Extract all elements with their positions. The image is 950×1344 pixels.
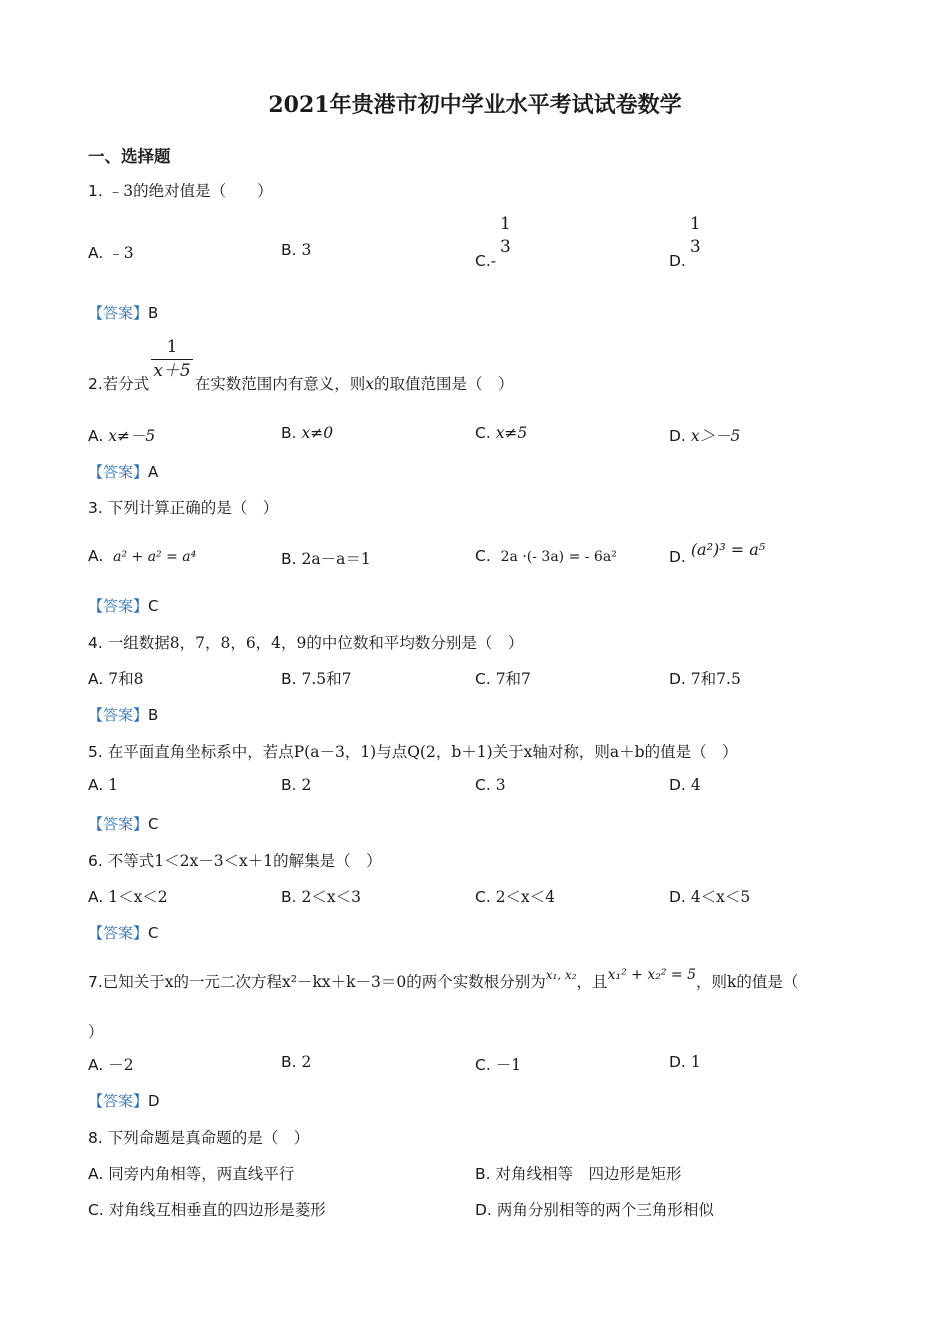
option-d: D. x＞－5 [669, 427, 741, 445]
option-a: A. ﹣3 [88, 244, 134, 262]
section-heading: 一、选择题 [88, 147, 171, 166]
option-c: C. 对角线互相垂直的四边形是菱形 [88, 1201, 326, 1219]
fraction: $\frac{1}{x+5}$ [153, 337, 191, 381]
answer-6: 【答案】C [88, 924, 159, 942]
option-a: A. －2 [88, 1056, 134, 1074]
answer-5: 【答案】C [88, 815, 159, 833]
option-d: D. 1 3 [669, 214, 701, 270]
document-title: 2021年贵港市初中学业水平考试试卷数学 [268, 92, 682, 118]
question-1 [88, 179, 273, 201]
option-c: C. 3 [475, 776, 506, 794]
question-6: 6. 不等式1＜2x－3＜x＋1的解集是（ ） [88, 852, 382, 870]
roots: x₁, x₂ [545, 968, 577, 982]
option-b: B. 2a－a＝1 [281, 550, 371, 568]
answer-1: 【答案】B [88, 304, 159, 322]
answer-3: 【答案】C [88, 597, 159, 615]
option-a: A. a² + a² = a⁴ [88, 547, 197, 565]
option-b: B. 3 [281, 241, 312, 259]
question-4: 4. 一组数据8，7，8，6，4，9的中位数和平均数分别是（ ） [88, 634, 524, 652]
option-c: C. 2a ·(- 3a) = - 6a² [475, 547, 617, 565]
option-a: A. 1 [88, 776, 119, 794]
option-b: B. 2 [281, 1053, 312, 1071]
option-c: C. 7和7 [475, 670, 531, 688]
option-c: C. 2＜x＜4 [475, 888, 556, 906]
option-a: A. x≠－5 [88, 427, 156, 445]
question-2: 2.若分式 $\frac{1}{x+5}$ 在实数范围内有意义，则x的取值范围是（ ） [88, 337, 514, 393]
option-c: C.- 1 3 [475, 214, 511, 270]
option-d: D. 两角分别相等的两个三角形相似 [475, 1201, 714, 1219]
option-b: B. x≠0 [281, 424, 334, 442]
question-3: 3. 下列计算正确的是（ ） [88, 499, 279, 517]
option-d: D. 4 [669, 776, 701, 794]
option-c: C. x≠5 [475, 424, 528, 442]
fraction: 1 3 [689, 214, 701, 257]
question-8: 8. 下列命题是真命题的是（ ） [88, 1129, 310, 1147]
question-7-wrap: ） [88, 1023, 104, 1041]
option-a: A. 同旁内角相等，两直线平行 [88, 1165, 295, 1183]
option-b: B. 2 [281, 776, 312, 794]
question-7: 7.已知关于x的一元二次方程x²－kx＋k－3＝0的两个实数根分别为x₁, x₂，且x₁² + x₂² = 5，则k的值是（ [88, 967, 799, 991]
option-d: D. 4＜x＜5 [669, 888, 751, 906]
option-a: A. 7和8 [88, 670, 144, 688]
fraction: 1 3 [500, 214, 511, 257]
question-5: 5. 在平面直角坐标系中，若点P(a－3，1)与点Q(2，b＋1)关于x轴对称，则a＋b的值是（ ） [88, 743, 738, 761]
answer-4: 【答案】B [88, 706, 159, 724]
option-b: B. 7.5和7 [281, 670, 352, 688]
option-d: D. (a²)³ = a⁵ [669, 540, 766, 566]
answer-7: 【答案】D [88, 1092, 160, 1110]
condition: x₁² + x₂² = 5 [607, 967, 696, 983]
option-d: D. 7和7.5 [669, 670, 741, 688]
option-c: C. －1 [475, 1056, 522, 1074]
option-b: B. 2＜x＜3 [281, 888, 361, 906]
question-text: ﹣3的绝对值是（ ） [107, 182, 273, 200]
question-number: 1. [88, 182, 103, 200]
answer-2: 【答案】A [88, 463, 159, 481]
option-d: D. 1 [669, 1053, 701, 1071]
option-b: B. 对角线相等 四边形是矩形 [475, 1165, 682, 1183]
option-a: A. 1＜x＜2 [88, 888, 168, 906]
